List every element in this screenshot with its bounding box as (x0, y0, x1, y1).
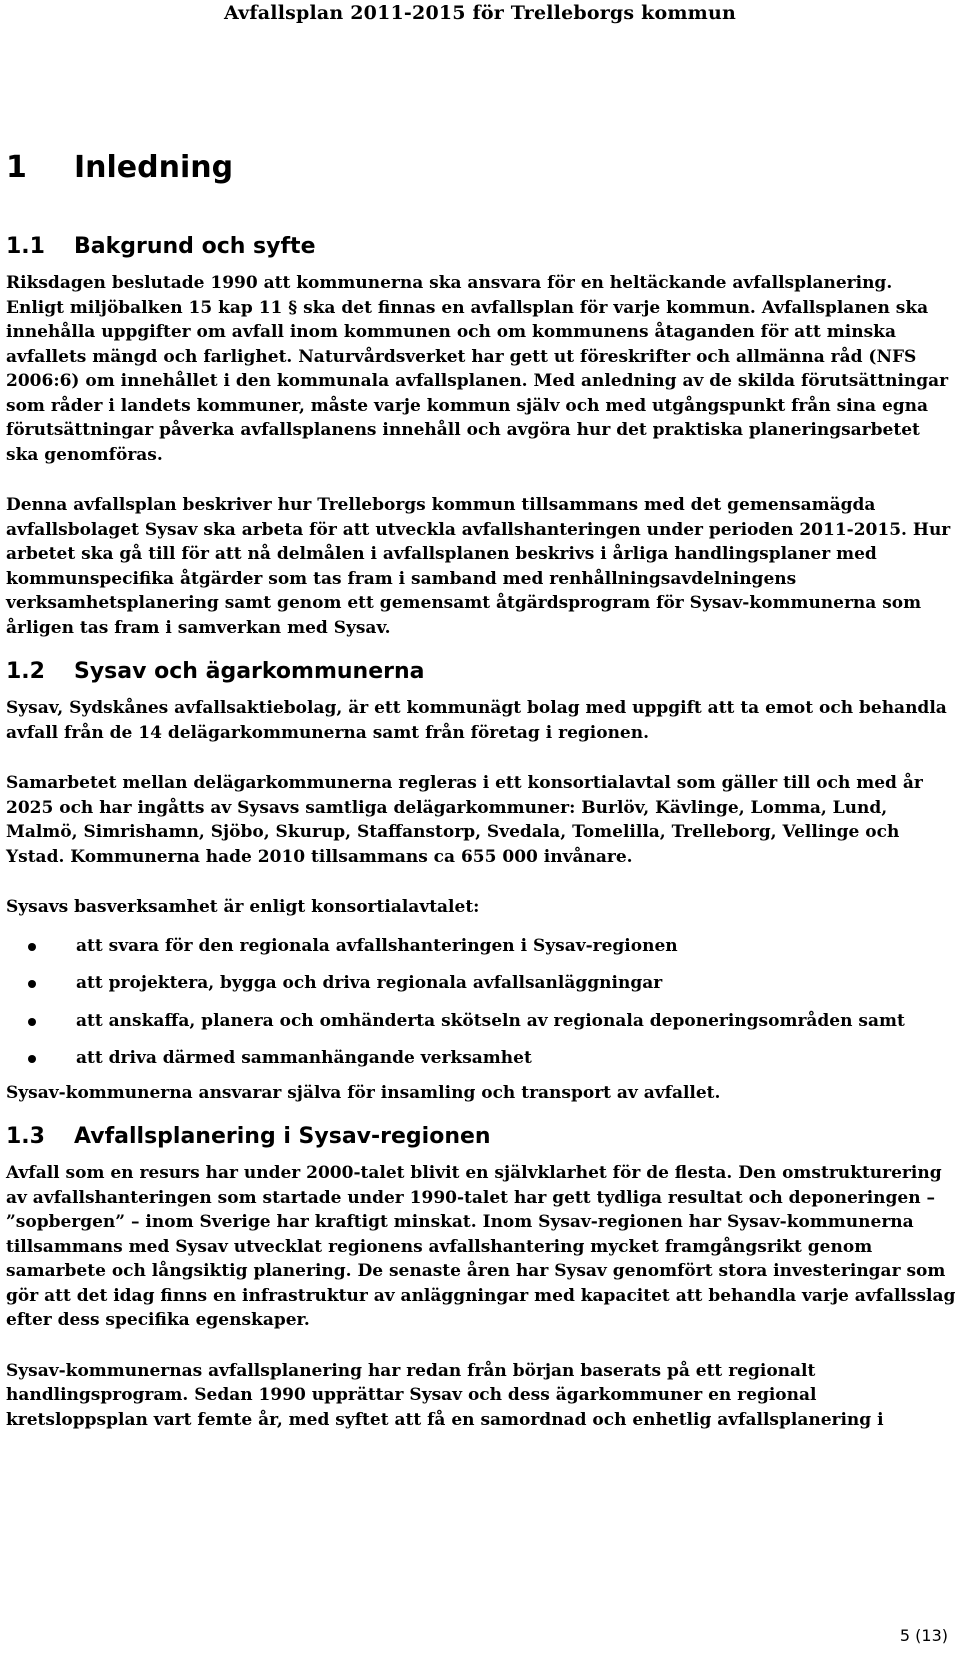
section-number: 1.1 (6, 234, 45, 259)
paragraph: Sysav-kommunerna ansvarar själva för insamling och transport av avfallet. (6, 1082, 721, 1103)
list-item: att svara för den regionala avfallshanteringen i Sysav-regionen (6, 934, 956, 959)
list-item: att anskaffa, planera och omhänderta skötseln av regionala deponeringsområden samt (6, 1009, 956, 1034)
bullet-icon (28, 980, 36, 988)
list-item: att driva därmed sammanhängande verksamhet (6, 1046, 956, 1071)
paragraph: Riksdagen beslutade 1990 att kommunerna ska ansvara för en heltäckande avfallsplanering. Enligt miljöbalken 15 kap 11 § ska det finnas en avfallsplan för varje kommun. Avfallsplanen ska innehålla uppgifter om avfall inom kommunen och om kommunens åtaganden för att minska avfallets mängd och farlighet. Naturvårdsverket har gett ut föreskrifter och allmänna råd (NFS 2006:6) om innehållet i den kommunala avfallsplanen. Med anledning av de skilda förutsättningar som råder i landets kommuner, måste varje kommun själv och med utgångspunkt från sina egna förutsättningar påverka avfallsplanens innehåll och avgöra hur det praktiska planeringsarbetet ska genomföras. (6, 273, 949, 465)
page-content (6, 150, 956, 1458)
paragraph: Sysav, Sydskånes avfallsaktiebolag, är ett kommunägt bolag med uppgift att ta emot och behandla avfall från de 14 delägarkommunerna samt från företag i regionen. (6, 698, 947, 743)
section-number: 1.2 (6, 659, 45, 684)
chapter-title: Inledning (74, 150, 234, 185)
paragraph: Avfall som en resurs har under 2000-talet blivit en självklarhet för de flesta. Den omstrukturering av avfallshanteringen som startade under 1990-talet har gett tydliga resultat och deponeringen – ”sopbergen” – inom Sverige har kraftigt minskat. Inom Sysav-regionen har Sysav-kommunerna tillsammans med Sysav utvecklat regionens avfallshantering mycket framgångsrikt genom samarbete och långsiktig planering. De senaste åren har Sysav genomfört stora investeringar som gör att det idag finns en infrastruktur av anläggningar med kapacitet att behandla varje avfallsslag efter dess specifika egenskaper. (6, 1163, 956, 1330)
section-title: Bakgrund och syfte (74, 234, 316, 259)
chapter-heading (6, 150, 956, 186)
section-heading-1-3 (6, 1123, 956, 1151)
paragraph: Samarbetet mellan delägarkommunerna regleras i ett konsortialavtal som gäller till och med år 2025 och har ingåtts av Sysavs samtliga delägarkommuner: Burlöv, Kävlinge, Lomma, Lund, Malmö, Simrishamn, Sjöbo, Skurup, Staffanstorp, Svedala, Tomelilla, Trelleborg, Vellinge och Ystad. Kommunerna hade 2010 tillsammans ca 655 000 invånare. (6, 773, 923, 867)
section-title: Sysav och ägarkommunerna (74, 659, 425, 684)
bullet-icon (28, 943, 36, 951)
paragraph: Sysav-kommunernas avfallsplanering har redan från början baserats på ett regionalt handlingsprogram. Sedan 1990 upprättar Sysav och dess ägarkommuner en regional kretsloppsplan vart femte år, med syftet att få en samordnad och enhetlig avfallsplanering i (6, 1360, 884, 1430)
paragraph: Denna avfallsplan beskriver hur Trelleborgs kommun tillsammans med det gemensamägda avfallsbolaget Sysav ska arbeta för att utveckla avfallshanteringen under perioden 2011-2015. Hur arbetet ska gå till för att nå delmålen i avfallsplanen beskrivs i årliga handlingsplaner med kommunspecifika åtgärder som tas fram i samband med renhållningsavdelningens verksamhetsplanering samt genom ett gemensamt åtgärdsprogram för Sysav-kommunerna som årligen tas fram i samverkan med Sysav. (6, 495, 951, 638)
page-number: 5 (13) (899, 1626, 948, 1645)
list-item: att projektera, bygga och driva regionala avfallsanläggningar (6, 971, 956, 996)
running-header: Avfallsplan 2011-2015 för Trelleborgs kommun (223, 2, 737, 24)
section-heading-1-1 (6, 233, 956, 261)
section-title: Avfallsplanering i Sysav-regionen (74, 1124, 491, 1149)
section-heading-1-2 (6, 658, 956, 686)
section-number: 1.3 (6, 1124, 45, 1149)
paragraph: Sysavs basverksamhet är enligt konsortialavtalet: (6, 897, 480, 917)
bullet-list (6, 934, 956, 1071)
chapter-number: 1 (6, 150, 27, 185)
bullet-icon (28, 1018, 36, 1026)
bullet-icon (28, 1055, 36, 1063)
